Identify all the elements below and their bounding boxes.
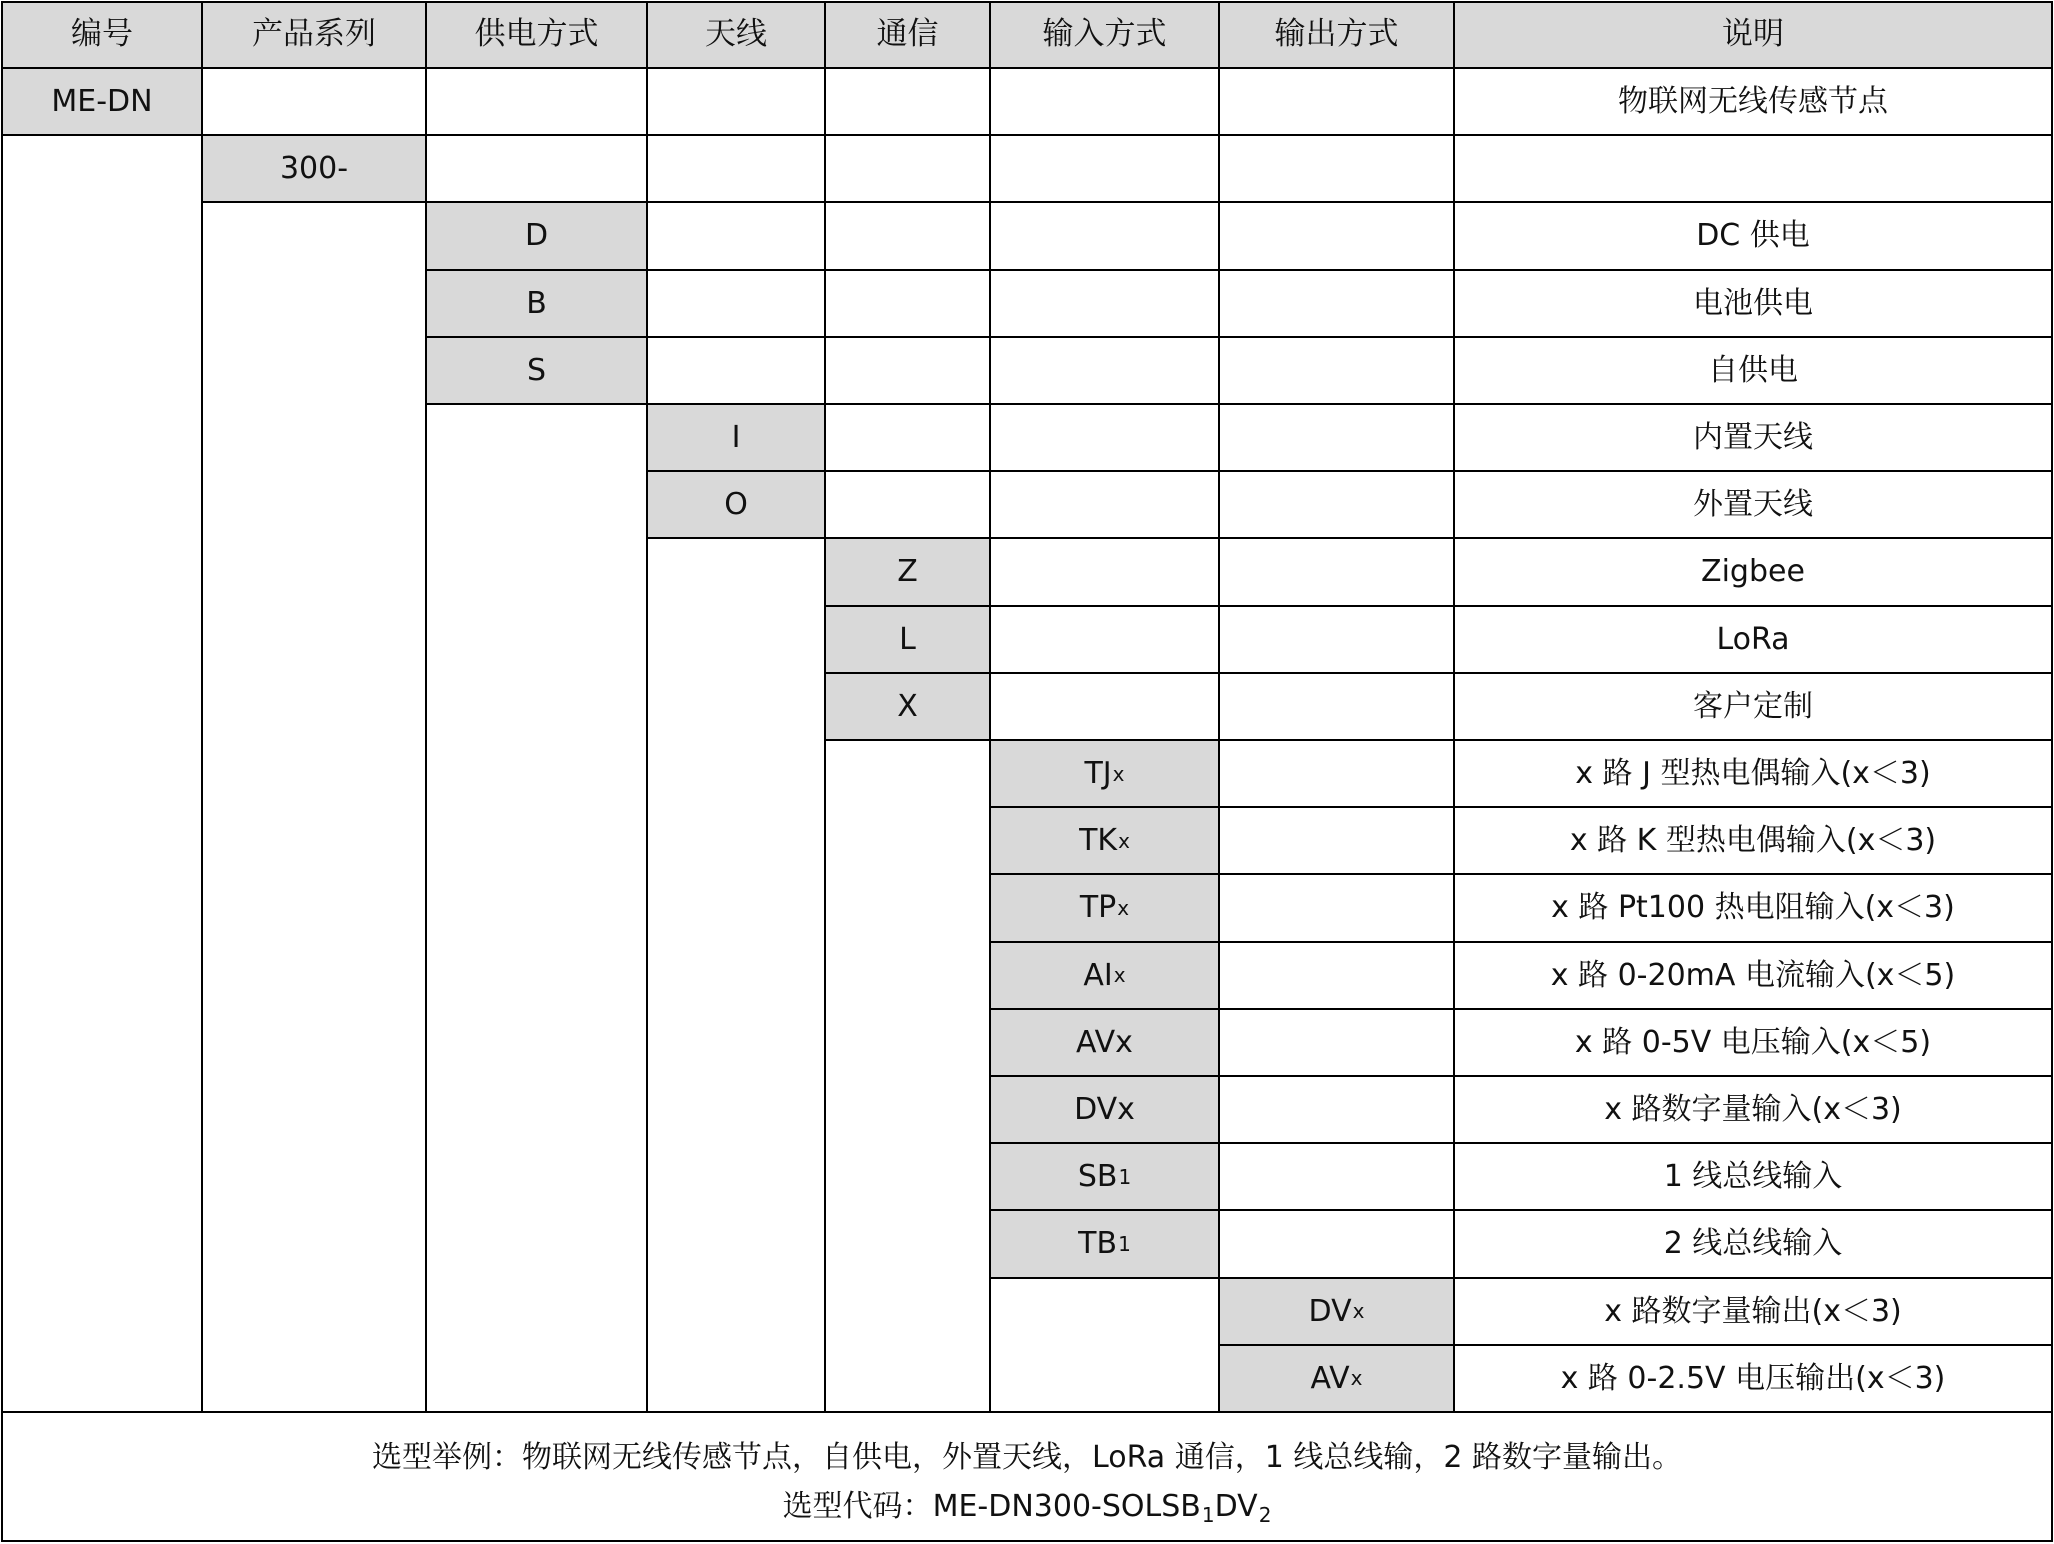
code-subscript: 1 (1118, 1231, 1131, 1256)
grid-line (425, 1, 427, 1413)
grid-line (1, 1, 2053, 3)
grid-line (425, 269, 2053, 271)
grid-line (425, 403, 2053, 405)
grid-line (646, 470, 2053, 472)
code-cell (2, 68, 202, 135)
header-cell: 编号 (2, 1, 202, 68)
code-text: O (724, 487, 748, 523)
description-cell: x 路 0-20mA 电流输入(x＜5) (1550, 957, 1956, 993)
grid-line (989, 1277, 2053, 1279)
header-cell: 输入方式 (990, 1, 1219, 68)
code-cell (990, 807, 1219, 874)
code-cell (426, 337, 647, 404)
code-text: 300- (279, 151, 349, 187)
code-text: AI (1083, 957, 1113, 993)
code-text: ME-DN (51, 84, 153, 120)
code-cell (990, 1143, 1219, 1210)
code-subscript: x (1112, 761, 1125, 786)
grid-line (1453, 1, 1455, 1413)
grid-line (646, 537, 2053, 539)
code-text: B (526, 285, 547, 321)
grid-line (201, 201, 2053, 203)
description-cell: x 路 0-2.5V 电压输出(x＜3) (1560, 1360, 1946, 1396)
description-cell: 内置天线 (1693, 420, 1813, 456)
code-subscript: x (1117, 895, 1130, 920)
code-cell (990, 1210, 1219, 1277)
description-cell: 2 线总线输入 (1663, 1226, 1843, 1262)
description-cell: x 路数字量输入(x＜3) (1604, 1092, 1902, 1128)
code-cell (825, 538, 990, 605)
code-text: DVx (1074, 1092, 1135, 1128)
code-subscript: 1 (1118, 1164, 1132, 1189)
description-cell: x 路 K 型热电偶输入(x＜3) (1569, 823, 1937, 859)
grid-line (1, 1540, 2053, 1542)
header-cell: 产品系列 (202, 1, 426, 68)
code-text: TK (1079, 823, 1118, 859)
grid-line (1218, 1344, 2053, 1346)
selection-code-subscript: 1 (1201, 1502, 1215, 1527)
code-cell (1219, 1345, 1454, 1412)
grid-line (824, 739, 2053, 741)
selection-code-part: ME-DN300-SOLSB (932, 1488, 1201, 1524)
header-cell: 天线 (647, 1, 825, 68)
code-cell (990, 942, 1219, 1009)
grid-line (824, 672, 2053, 674)
selection-code-label: 选型代码： (782, 1488, 933, 1524)
header-cell: 供电方式 (426, 1, 647, 68)
grid-line (824, 1, 826, 1413)
code-text: I (731, 420, 741, 456)
description-cell: LoRa (1716, 621, 1790, 657)
description-cell: Zigbee (1701, 554, 1805, 590)
code-text: TJ (1084, 756, 1112, 792)
code-subscript: x (1118, 828, 1130, 853)
code-cell (825, 673, 990, 740)
code-cell (825, 606, 990, 673)
description-cell: x 路 J 型热电偶输入(x＜3) (1575, 756, 1931, 792)
grid-line (1218, 1, 1220, 1413)
code-cell (990, 1009, 1219, 1076)
code-text: TB (1078, 1226, 1118, 1262)
code-subscript: x (1352, 1299, 1365, 1324)
code-text: S (526, 352, 547, 388)
grid-line (1, 1, 3, 1542)
grid-line (989, 806, 2053, 808)
header-cell: 通信 (825, 1, 990, 68)
code-cell (990, 740, 1219, 807)
grid-line (1, 134, 2053, 136)
code-cell (990, 874, 1219, 941)
code-text: AVx (1076, 1024, 1133, 1060)
selection-code-subscript: 2 (1258, 1502, 1272, 1527)
selection-code-text (0, 1488, 2054, 1527)
description-cell: 1 线总线输入 (1663, 1159, 1843, 1195)
code-text: DV (1308, 1293, 1352, 1329)
grid-line (201, 1, 203, 1413)
description-cell: 物联网无线传感节点 (1618, 84, 1888, 120)
code-text: AV (1310, 1360, 1350, 1396)
description-cell: 外置天线 (1693, 487, 1813, 523)
selection-code-part: DV (1214, 1488, 1258, 1524)
code-subscript: x (1113, 963, 1126, 988)
description-cell: x 路数字量输出(x＜3) (1604, 1293, 1902, 1329)
code-cell (202, 135, 426, 202)
code-cell (990, 1076, 1219, 1143)
header-cell: 输出方式 (1219, 1, 1454, 68)
code-text: L (899, 621, 916, 657)
description-cell: x 路 0-5V 电压输入(x＜5) (1574, 1024, 1932, 1060)
grid-line (989, 941, 2053, 943)
grid-line (2051, 1, 2053, 1542)
grid-line (989, 1, 991, 1413)
header-cell: 说明 (1454, 1, 2052, 68)
description-cell (1454, 135, 2052, 202)
code-text: X (897, 688, 918, 724)
code-cell (426, 270, 647, 337)
description-cell: x 路 Pt100 热电阻输入(x＜3) (1551, 890, 1955, 926)
code-subscript: x (1350, 1366, 1363, 1391)
grid-line (989, 873, 2053, 875)
code-text: D (524, 218, 549, 254)
grid-line (646, 1, 648, 1413)
grid-line (989, 1142, 2053, 1144)
grid-line (1, 1411, 2053, 1413)
grid-line (989, 1008, 2053, 1010)
code-cell (647, 404, 825, 471)
selection-example-text: 选型举例：物联网无线传感节点，自供电，外置天线，LoRa 通信，1 线总线输，2 路数字量输出。 (372, 1439, 1682, 1475)
description-cell: DC 供电 (1696, 218, 1810, 254)
description-cell: 客户定制 (1693, 688, 1813, 724)
code-text: TP (1079, 890, 1117, 926)
grid-line (1, 67, 2053, 69)
grid-line (989, 1209, 2053, 1211)
code-cell (426, 202, 647, 269)
grid-line (824, 605, 2053, 607)
code-text: Z (897, 554, 918, 590)
grid-line (989, 1075, 2053, 1077)
code-text: SB (1077, 1159, 1118, 1195)
code-cell (647, 471, 825, 538)
code-cell (1219, 1278, 1454, 1345)
grid-line (425, 336, 2053, 338)
description-cell: 电池供电 (1693, 285, 1813, 321)
description-cell: 自供电 (1708, 352, 1798, 388)
